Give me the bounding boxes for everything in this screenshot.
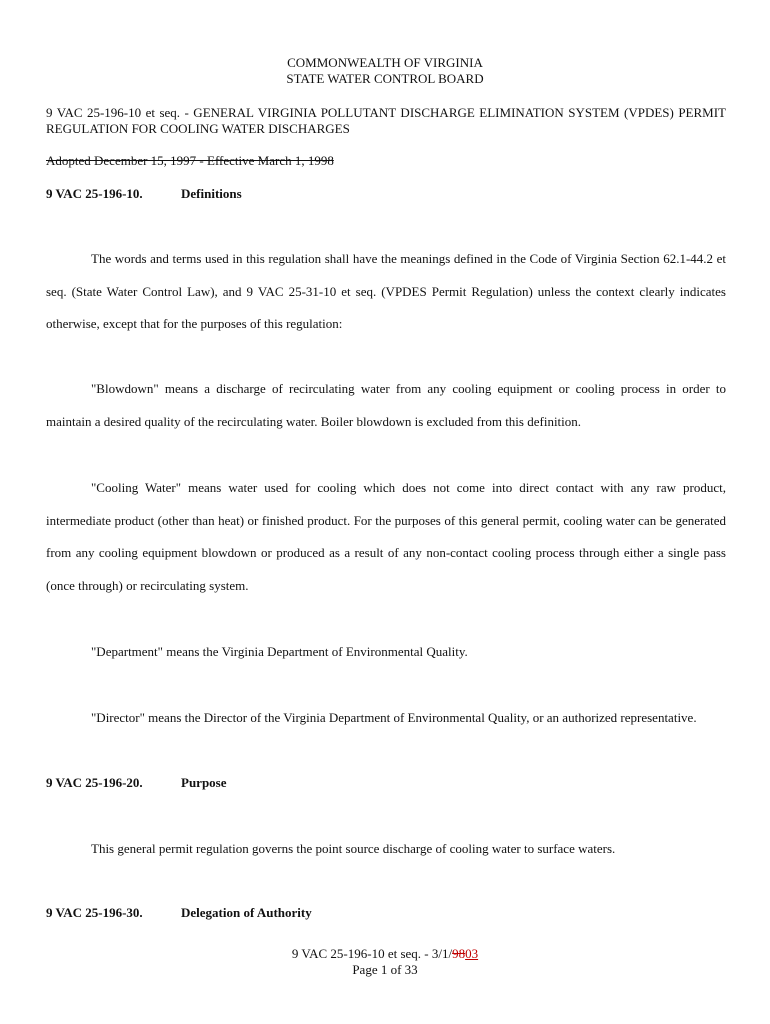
section-number-10: 9 VAC 25-196-10. (46, 186, 143, 201)
paragraph-blowdown-text: "Blowdown" means a discharge of recirculating water from any cooling equipment or cooling process in order to maintain a desired quality of the recirculating water. Boiler blowdown is excluded from this definition. (46, 381, 726, 429)
section-title-definitions: Definitions (181, 186, 242, 201)
paragraph-cooling-water-text: "Cooling Water" means water used for cooling which does not come into direct contact with any raw product, intermediate product (other than heat) or finished product. For the purposes of this general permit, cooling water can be generated from any cooling equipment blowdown or produced as a result of any non-contact cooling process through either a single pass (once through) or recirculating system. (46, 480, 726, 593)
regulation-title: 9 VAC 25-196-10 et seq. - GENERAL VIRGINIA POLLUTANT DISCHARGE ELIMINATION SYSTEM (VPDES) PERMIT REGULATION FOR COOLING WATER DISCHARGES (46, 105, 726, 136)
section-title-purpose: Purpose (181, 775, 227, 790)
paragraph-director: "Director" means the Director of the Virginia Department of Environmental Quality, or an authorized representative. (91, 710, 697, 725)
footer-line-1 (0, 946, 770, 962)
section-number-20: 9 VAC 25-196-20. (46, 775, 143, 790)
paragraph-purpose: This general permit regulation governs the point source discharge of cooling water to surface waters. (91, 841, 616, 856)
header-line-2: STATE WATER CONTROL BOARD (286, 71, 484, 86)
section-title-delegation: Delegation of Authority (181, 905, 312, 920)
footer-citation: 9 VAC 25-196-10 et seq. - 3/1/ (291, 946, 453, 961)
paragraph-intro (46, 243, 726, 341)
header-line-1: COMMONWEALTH OF VIRGINIA (287, 55, 483, 70)
paragraph-department: "Department" means the Virginia Department of Environmental Quality. (91, 644, 468, 659)
paragraph-intro-text: The words and terms used in this regulation shall have the meanings defined in the Code of Virginia Section 62.1-44.2 et seq. (State Water Control Law), and 9 VAC 25-31-10 et seq. (VPDES Permit Regulation) unless the context clearly indicates otherwise, except that for the purposes of this regulation: (46, 251, 726, 331)
footer-inserted-revision: 03 (465, 946, 479, 961)
paragraph-blowdown (46, 373, 726, 438)
footer-page-number: Page 1 of 33 (352, 962, 418, 977)
adopted-date-struck: Adopted December 15, 1997 - Effective March 1, 1998 (46, 153, 334, 168)
footer-deleted-revision: 98 (452, 946, 466, 961)
section-number-30: 9 VAC 25-196-30. (46, 905, 143, 920)
paragraph-cooling-water (46, 472, 726, 602)
